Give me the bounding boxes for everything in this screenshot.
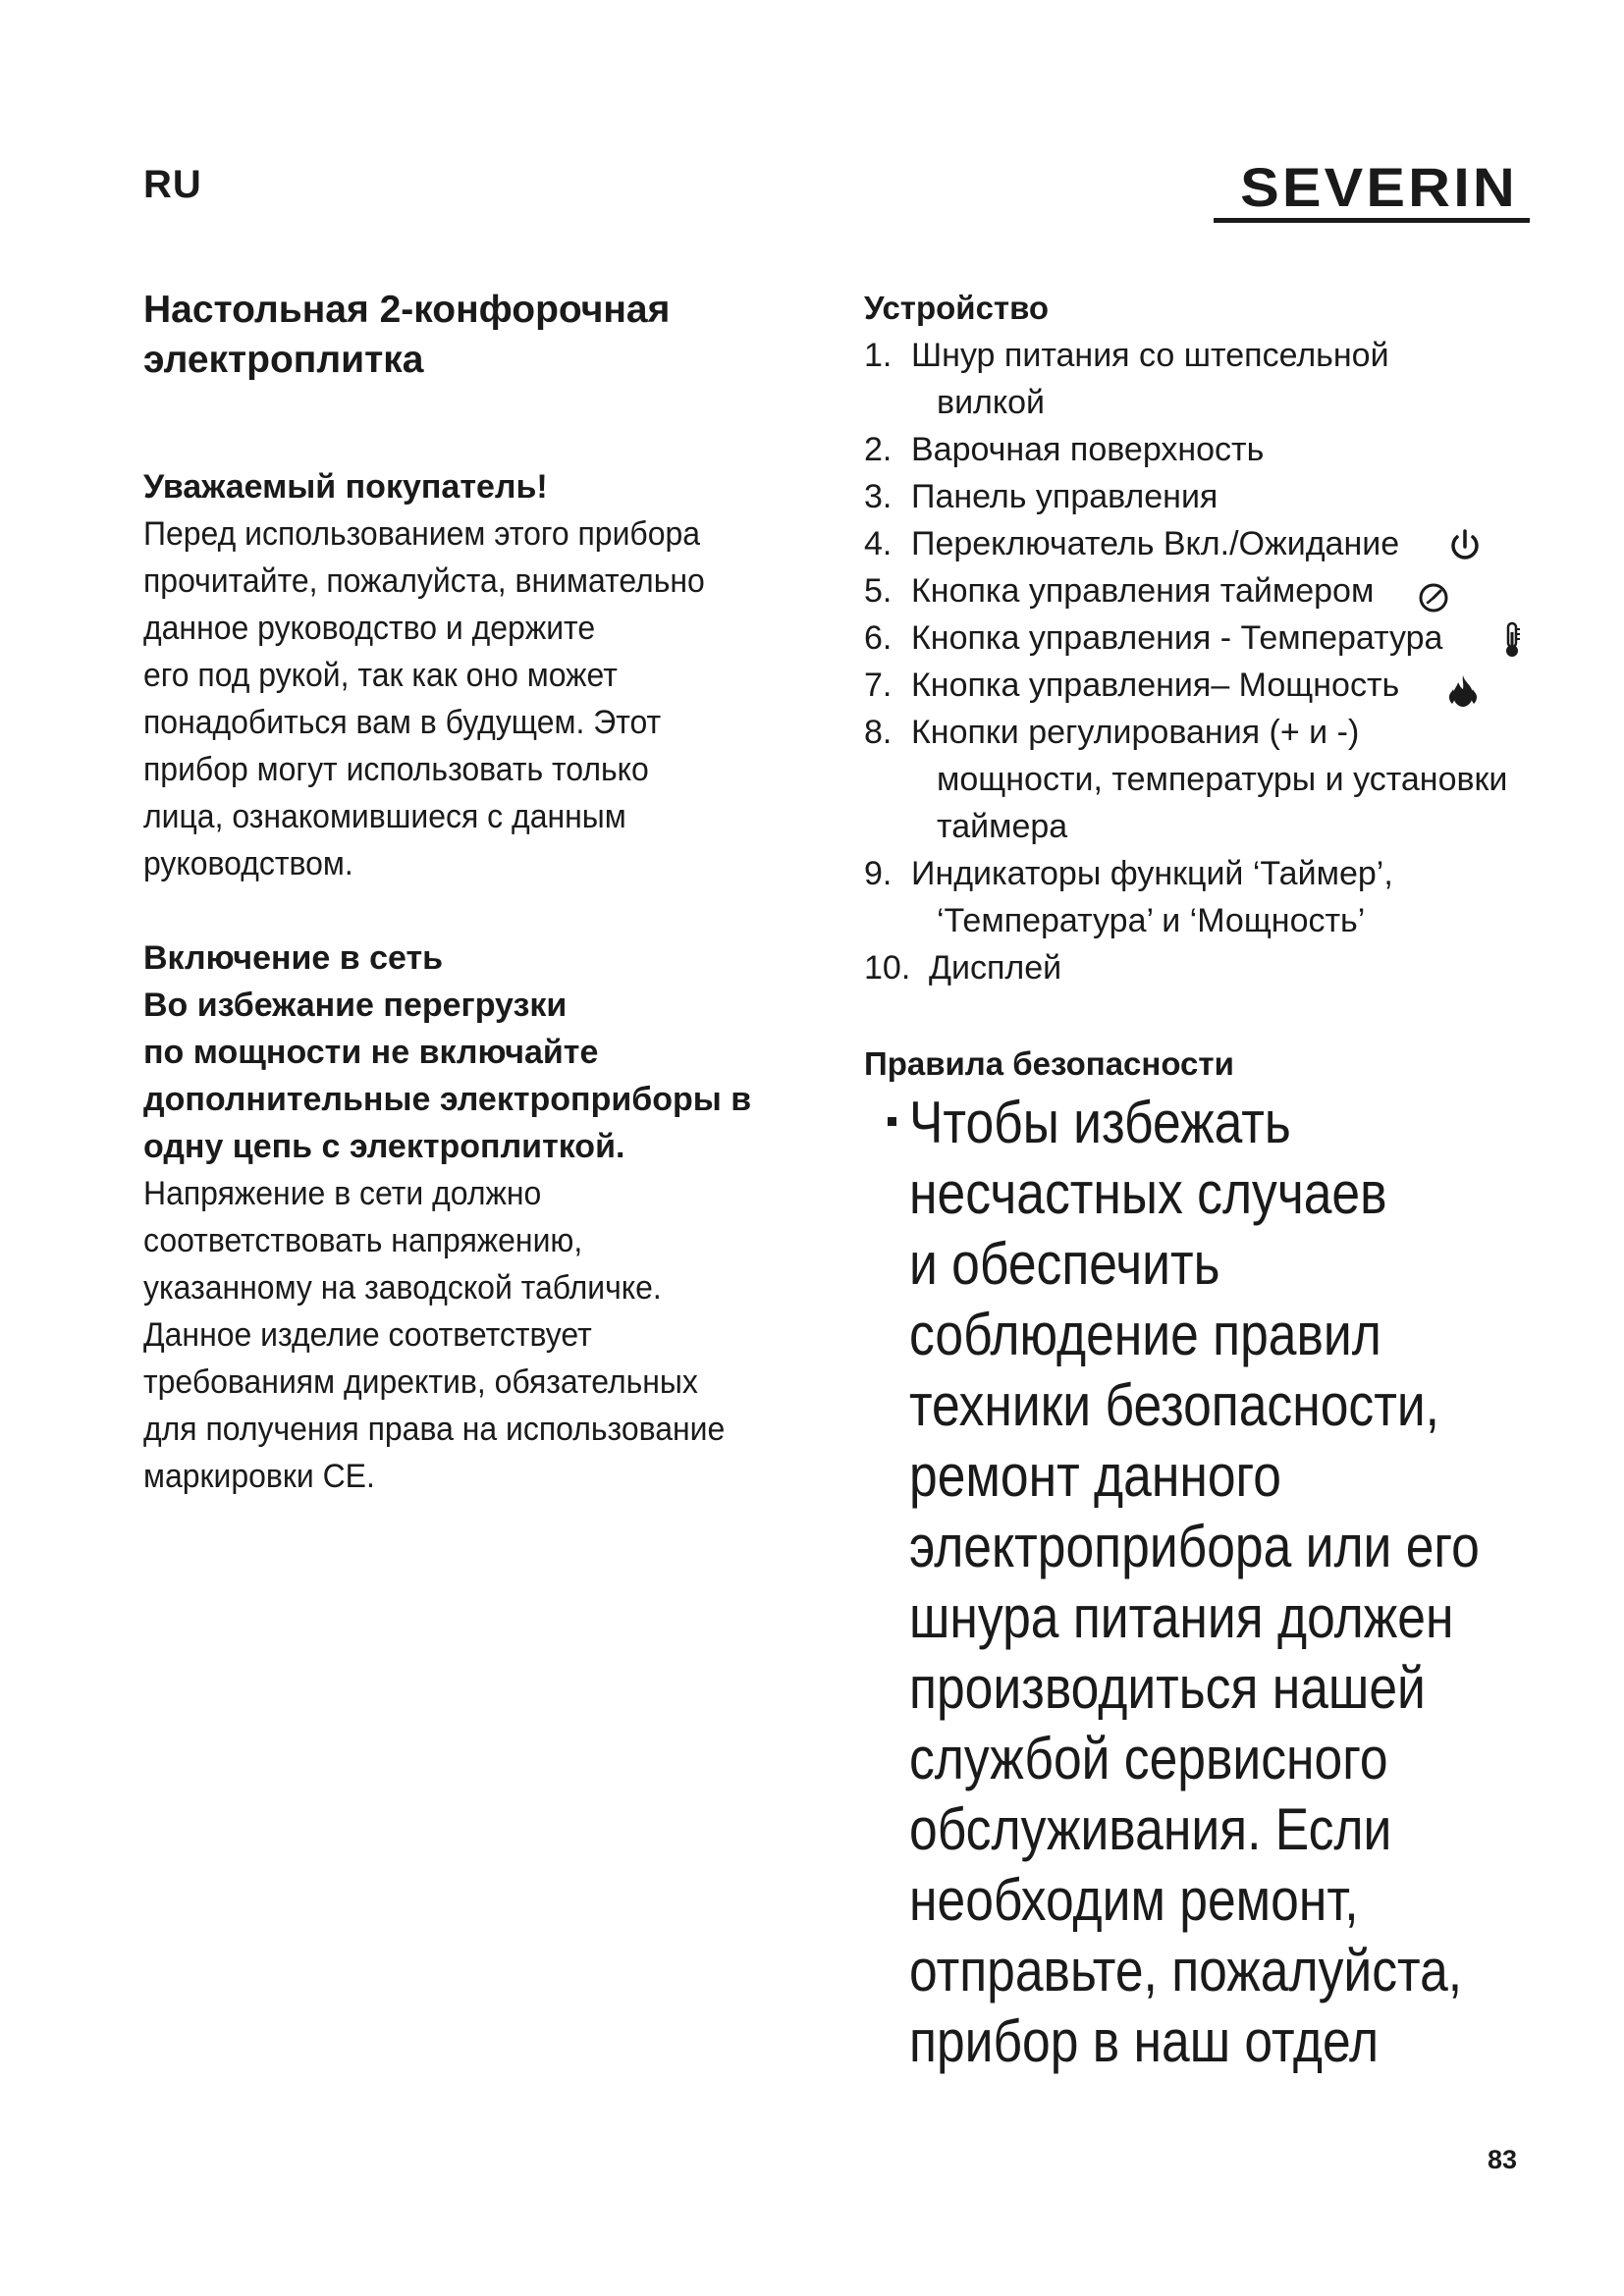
connection-line: Данное изделие соответствует — [143, 1316, 592, 1354]
list-item — [864, 473, 1551, 520]
item-number: 7. — [864, 667, 893, 704]
brand-logo-underline — [1214, 218, 1530, 223]
connection-section — [143, 934, 791, 1500]
power-icon — [1445, 526, 1485, 565]
safety-line: и обеспечить — [909, 1231, 1220, 1297]
right-column — [864, 285, 1551, 2077]
brand-logo: SEVERIN — [1240, 156, 1518, 218]
item-label-continued: вилкой — [937, 384, 1046, 421]
flame-icon — [1443, 671, 1483, 711]
timer-icon — [1414, 577, 1453, 616]
item-label: Переключатель Вкл./Ожидание — [911, 525, 1400, 562]
connection-line: требованиям директив, обязательных — [143, 1363, 698, 1401]
safety-line: отправьте, пожалуйста, — [909, 1938, 1463, 2003]
safety-line: необходим ремонт, — [909, 1867, 1359, 1933]
connection-line: для получения права на использование — [143, 1411, 726, 1448]
dear-customer-line: данное руководство и держите — [143, 610, 596, 647]
safety-line: несчастных случаев — [909, 1160, 1387, 1226]
item-label: Кнопка управления– Мощность — [911, 667, 1400, 704]
item-label: Шнур питания со штепсельной — [911, 337, 1389, 374]
language-code: RU — [143, 163, 202, 206]
item-label: Кнопка управления таймером — [911, 572, 1375, 610]
item-number: 9. — [864, 855, 893, 892]
device-parts-list — [864, 332, 1551, 991]
item-label: Варочная поверхность — [911, 431, 1265, 468]
thermometer-icon — [1492, 620, 1532, 660]
list-item — [864, 426, 1551, 473]
page-number: 83 — [1488, 2145, 1518, 2174]
item-label-continued: мощности, температуры и установки — [937, 761, 1508, 798]
item-number: 6. — [864, 619, 893, 657]
item-number: 3. — [864, 478, 893, 515]
item-number: 10. — [864, 949, 911, 987]
safety-line: шнура питания должен — [909, 1584, 1454, 1650]
connection-warning-line: дополнительные электроприборы в — [143, 1081, 752, 1118]
safety-heading: Правила безопасности — [864, 1045, 1234, 1082]
item-label-continued: таймера — [937, 808, 1068, 845]
list-item — [864, 520, 1551, 567]
dear-customer-line: понадобиться вам в будущем. Этот — [143, 704, 662, 741]
dear-customer-line: его под рукой, так как оно может — [143, 657, 618, 694]
item-label: Дисплей — [929, 949, 1062, 987]
item-number: 4. — [864, 525, 893, 562]
item-number: 5. — [864, 572, 893, 610]
item-number: 2. — [864, 431, 893, 468]
dear-customer-line: лица, ознакомившиеся с данным — [143, 798, 626, 835]
device-heading: Устройство — [864, 290, 1050, 326]
page-title: Настольная 2-конфорочная электроплитка — [143, 289, 671, 381]
connection-heading: Включение в сеть — [143, 939, 444, 977]
connection-line: Напряжение в сети должно — [143, 1175, 542, 1212]
list-item — [864, 614, 1551, 662]
dear-customer-line: прибор могут использовать только — [143, 751, 649, 788]
safety-line: обслуживания. Если — [909, 1796, 1392, 1862]
item-label: Панель управления — [911, 478, 1218, 515]
safety-line: производиться нашей — [909, 1655, 1426, 1721]
safety-line: службой сервисного — [909, 1726, 1388, 1791]
item-label: Индикаторы функций ‘Таймер’, — [911, 855, 1393, 892]
dear-customer-line: Перед использованием этого прибора — [143, 515, 701, 553]
item-label: Кнопка управления - Температура — [911, 619, 1443, 657]
list-item — [864, 944, 1551, 991]
connection-line: маркировки CE. — [143, 1458, 375, 1495]
bullet-marker — [888, 1117, 896, 1126]
safety-line: электроприбора или его — [909, 1514, 1480, 1579]
safety-line: прибор в наш отдел — [909, 2008, 1380, 2074]
list-item — [864, 332, 1551, 426]
dear-customer-line: прочитайте, пожалуйста, внимательно — [143, 562, 705, 600]
safety-line: техники безопасности, — [909, 1372, 1440, 1438]
connection-warning-line: по мощности не включайте — [143, 1034, 599, 1071]
list-item — [864, 662, 1551, 709]
item-number: 8. — [864, 714, 893, 751]
connection-line: соответствовать напряжению, — [143, 1222, 583, 1259]
connection-warning-line: Во избежание перегрузки — [143, 987, 568, 1024]
connection-line: указанному на заводской табличке. — [143, 1269, 662, 1307]
list-item — [864, 567, 1551, 614]
dear-customer-line: руководством. — [143, 845, 353, 882]
list-item — [864, 709, 1551, 850]
safety-line: ремонт данного — [909, 1443, 1281, 1509]
safety-line: соблюдение правил — [909, 1302, 1381, 1367]
left-column — [143, 285, 791, 1500]
item-number: 1. — [864, 337, 893, 374]
dear-customer-heading: Уважаемый покупатель! — [143, 468, 548, 506]
item-label: Кнопки регулирования (+ и -) — [911, 714, 1360, 751]
dear-customer-section — [143, 463, 791, 887]
list-item — [864, 850, 1551, 944]
connection-warning-line: одну цепь с электроплиткой. — [143, 1128, 625, 1165]
safety-line: Чтобы избежать — [909, 1090, 1291, 1155]
item-label-continued: ‘Температура’ и ‘Мощность’ — [937, 902, 1366, 939]
safety-bullet-item — [864, 1088, 1538, 2077]
